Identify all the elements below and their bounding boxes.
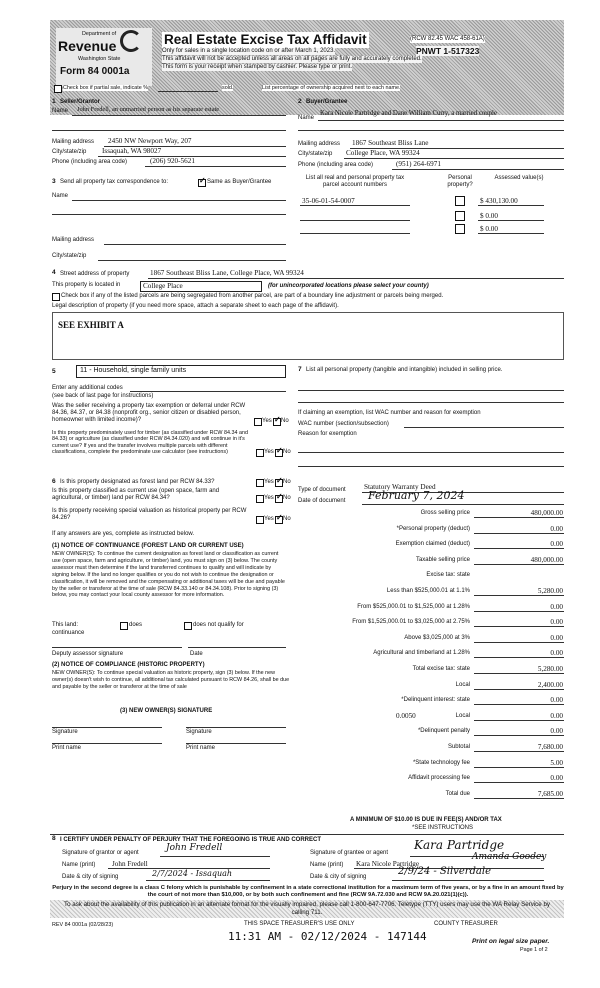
tax-row-label: Subtotal: [447, 744, 470, 750]
same-as-buyer-label: Same as Buyer/Grantee: [207, 179, 272, 185]
doc-date-label: Date of document: [298, 498, 346, 504]
grantor-sig-label: Signature of grantor or agent: [62, 850, 139, 856]
parcel-list-header: List all real and personal property tax parcel account numbers: [305, 175, 405, 188]
segregated-checkbox[interactable]: [52, 293, 60, 301]
tax-row-value: 0.00: [550, 618, 563, 627]
forest-no-label: No: [283, 479, 291, 485]
exhibit-text: SEE EXHIBIT A: [58, 320, 124, 330]
tax-row-label: Gross selling price: [420, 510, 470, 516]
page-number: Page 1 of 2: [520, 947, 548, 953]
legal-description-label: Legal description of property (if you need more space, attach a separate sheet to each page of the affidavit).: [52, 303, 339, 309]
notice1-title: (1) NOTICE OF CONTINUANCE (FOREST LAND OR CURRENT USE): [52, 543, 244, 549]
form-title: Real Estate Excise Tax Affidavit: [164, 32, 367, 47]
rev-number: REV 84 0001a (02/28/23): [52, 922, 114, 928]
county-treasurer-label: COUNTY TREASURER: [434, 921, 498, 927]
state-line: Washington State: [78, 56, 121, 62]
street-address: 1867 Southeast Bliss Lane, College Place, WA 99324: [150, 269, 304, 277]
segregated-label: Check box if any of the listed parcels are being segregated from another parcel, are part of a boundary line adjustment or parcels being merged.: [61, 293, 444, 299]
parcel-number: 35-06-01-54-0007: [302, 197, 355, 205]
section-6-number: 6: [52, 478, 56, 485]
seller-name: John Fredell, an unmarried person as his separate estate: [77, 106, 220, 113]
timber-question: Is this property predominately used for timber (as classified under RCW 84.34 and 84.33) or agriculture (as classified under RCW 84.34.020) and will continue in it's current use? If yes and the transfer involves multiple parcels with different classifications, complete the predominate use calculator (see instructions): [52, 430, 248, 456]
deputy-sig-label: Deputy assessor signature: [52, 651, 124, 657]
buyer-city-label: City/state/zip: [298, 151, 333, 157]
additional-codes-label: Enter any additional codes: [52, 385, 123, 391]
parcel-assessed-value: $ 0.00: [480, 225, 498, 233]
personal-property-header: Personal property?: [447, 175, 473, 188]
local-rate: 0.0050: [396, 712, 416, 720]
tax-row-label: *Delinquent penalty: [417, 728, 470, 735]
tax-row-label: From $1,525,000.01 to $3,025,000 at 2.75%: [352, 619, 470, 626]
tax-row-value: 0.00: [550, 540, 563, 549]
parcel-personal-checkbox[interactable]: [455, 224, 465, 234]
this-land-label: This land:: [52, 622, 79, 628]
exemption-question: Was the seller receiving a property tax exemption or deferral under RCW 84.36, 84.37, or 84.38 (nonprofit org., senior citizen or disabled person, homeowner with limited income)?: [52, 403, 246, 423]
historical-question: Is this property receiving special valuation as historical property per RCW 84.26?: [52, 508, 247, 521]
grantee-date-label: Date & city of signing: [310, 874, 367, 880]
timber-yes-checkbox[interactable]: [256, 449, 264, 457]
grantee-name-extra: Amanda Goodey: [472, 852, 547, 862]
same-as-buyer-checkbox[interactable]: [198, 179, 206, 187]
historical-no-label: No: [283, 516, 291, 522]
exemption-no-checkbox[interactable]: [273, 418, 281, 426]
notice2-text: NEW OWNER(S): To continue special valuation as historic property, sign (3) below. If the new owner(s) doesn't wish to continue, all additional tax calculated pursuant to RCW 84.26, shall be due and payable by the seller or transferor at the time of sale: [52, 670, 290, 690]
tax-row-label: From $525,000.01 to $1,525,000 at 1.28%: [357, 603, 470, 610]
current-use-yes-checkbox[interactable]: [256, 495, 264, 503]
buyer-name: Kara Nicole Partridge and Dane William Curry, a married couple: [320, 110, 497, 117]
forest-question: Is this property designated as forest land per RCW 84.33?: [60, 479, 215, 485]
corr-mailing-label: Mailing address: [52, 237, 95, 243]
buyer-phone: (951) 264-6971: [396, 160, 441, 168]
new-owner-sig-title: (3) NEW OWNER(S) SIGNATURE: [120, 708, 213, 714]
tax-row-label: Local: [455, 681, 470, 688]
perjury-text: Perjury in the second degree is a class C felony which is punishable by confinement in a state correctional institution for a maximum term of five years, or by a fine in an amount fixed by the court of not more than $10,000, or by both such confinement and fine (RCW 9A.72.030 and RCW 9A.20.021(1)(c)).: [52, 885, 564, 898]
tax-row-value: 0.00: [550, 602, 563, 611]
parcel-personal-checkbox[interactable]: [455, 196, 465, 206]
grantee-name-label: Name (print): [310, 862, 344, 868]
forest-no-checkbox[interactable]: [275, 479, 283, 487]
tax-row-value: 0.00: [550, 649, 563, 658]
historical-yes-checkbox[interactable]: [256, 516, 264, 524]
tax-row-label: *Personal property (deduct): [396, 525, 470, 532]
certify-text: I CERTIFY UNDER PENALTY OF PERJURY THAT THE FOREGOING IS TRUE AND CORRECT: [60, 837, 322, 843]
tax-row-label: Above $3,025,000 at 3%: [404, 634, 470, 641]
forest-yes-checkbox[interactable]: [256, 479, 264, 487]
tax-row-label: Taxable selling price: [415, 556, 470, 563]
land-does-not-checkbox[interactable]: [184, 622, 192, 630]
exemption-no-label: No: [281, 418, 289, 424]
forest-yes-label: Yes: [264, 479, 274, 485]
tax-row-value: 5,280.00: [537, 587, 563, 595]
notice2-title: (2) NOTICE OF COMPLIANCE (HISTORIC PROPERTY): [52, 662, 205, 668]
tax-row-value: 0.00: [550, 696, 563, 705]
pnwt-number: PNWT 1-517323: [416, 46, 480, 56]
buyer-phone-label: Phone (including area code): [298, 162, 374, 168]
deputy-date-label: Date: [190, 651, 203, 657]
seller-mailing: 2450 NW Newport Way, 207: [108, 137, 192, 145]
list-pct-label: List percentage of ownership acquired next to each name.: [262, 85, 401, 91]
seller-phone-label: Phone (including area code): [52, 159, 128, 165]
timber-no-checkbox[interactable]: [275, 449, 283, 457]
seller-city-label: City/state/zip: [52, 149, 87, 155]
tax-row-label: Agricultural and timberland at 1.28%: [373, 650, 470, 657]
treasurer-use-label: THIS SPACE TREASURER'S USE ONLY: [244, 921, 355, 927]
buyer-mailing-label: Mailing address: [298, 141, 341, 147]
grantee-sig-label: Signature of grantee or agent: [310, 850, 389, 856]
buyer-city: College Place, WA 99324: [346, 149, 420, 157]
tax-row-value: 480,000.00: [530, 555, 563, 564]
tax-row-value: 0.00: [550, 711, 563, 720]
current-use-question: Is this property classified as current use (open space, farm and agricultural, or timber) land per RCW 84.34?: [52, 488, 220, 501]
timber-yes-label: Yes: [264, 449, 274, 455]
tax-row-value: 2,400.00: [537, 680, 563, 689]
tax-row-value: 480,000.00: [530, 509, 563, 517]
tax-row-value: 5.00: [550, 758, 563, 767]
historical-no-checkbox[interactable]: [275, 516, 283, 524]
form-number: Form 84 0001a: [60, 66, 130, 77]
tax-row-label: Total due: [445, 790, 470, 797]
location-value: College Place: [143, 282, 183, 290]
located-label: This property is located in: [52, 282, 121, 288]
tax-row-label: Exemption claimed (deduct): [395, 541, 470, 548]
list-personal-label: List all personal property (tangible and intangible) included in selling price.: [306, 367, 503, 373]
grantor-name: John Fredell: [112, 860, 148, 868]
seller-phone: (206) 920-5621: [150, 157, 195, 165]
tax-row-value: 0.00: [550, 727, 563, 736]
tax-row-label: Affidavit processing fee: [408, 775, 470, 782]
buyer-heading: Buyer/Grantee: [306, 99, 348, 105]
doc-type-label: Type of document: [298, 487, 346, 493]
seller-city: Issaquah, WA 98027: [102, 147, 162, 155]
unincorporated-label: (for unincorporated locations please select your county): [268, 283, 429, 289]
partial-sale-label: Check box if partial sale, indicate %: [63, 85, 149, 91]
street-address-label: Street address of property: [60, 271, 130, 277]
doc-date-value: February 7, 2024: [368, 489, 465, 502]
section-5-number: 5: [52, 368, 56, 375]
grantee-signature: Kara Partridge: [414, 838, 505, 852]
tax-row-label: *State technology fee: [412, 759, 470, 766]
grantor-date-label: Date & city of signing: [62, 874, 119, 880]
claiming-label: If claiming an exemption, list WAC number and reason for exemption: [298, 410, 481, 416]
dept-name: Revenue: [58, 38, 117, 54]
tax-row-value: 0.00: [550, 633, 563, 642]
seller-name-label: Name: [52, 108, 69, 114]
tax-row-value: 0.00: [550, 774, 563, 783]
section-8-number: 8: [52, 835, 56, 842]
send-correspondence-label: Send all property tax correspondence to:: [60, 179, 169, 185]
new-owner-print-label-2: Print name: [186, 745, 216, 751]
new-owner-sig-label-2: Signature: [186, 729, 212, 735]
new-owner-sig-label-1: Signature: [52, 729, 78, 735]
land-does-not-label: does not qualify for: [193, 622, 244, 628]
reason-label: Reason for exemption: [298, 431, 357, 437]
exemption-yes-checkbox[interactable]: [254, 418, 262, 426]
section-2-number: 2: [298, 98, 302, 105]
tax-row-label: *Delinquent interest: state: [401, 697, 470, 704]
availability-text: To ask about the availability of this publication in an alternate format for the visually impaired, please call 1-800-647-7706. Teletype (TTY) users may use the WA Relay Service by calling 711.: [64, 901, 550, 916]
see-back-label: (see back of last page for instructions): [52, 393, 154, 399]
corr-city-label: City/state/zip: [52, 253, 87, 259]
tax-row-label: Local: [455, 712, 470, 719]
grantor-signature: John Fredell: [166, 843, 223, 853]
parcel-assessed-value: $ 0.00: [480, 212, 498, 220]
use-code-value: 11 - Household, single family units: [80, 367, 187, 374]
parcel-assessed-value: $ 430,130.00: [480, 197, 518, 205]
notice1-text: NEW OWNER(S): To continue the current designation as forest land or classification as current use (open space, farm and agriculture, or timber) land, you must sign on (3) below. The county assessor must then determine if the land transferred continues to qualify and will indicate by signing below. If the land no longer qualifies or you do not wish to continue the designation or classification, it will be removed and the compensating or additional taxes will be due and payable by the seller or transferor at the time of sale (RCW 84.33.140 or 84.34.108). Prior to signing (3) below, you may contact your local county assessor for more information.: [52, 551, 285, 599]
corr-name-label: Name: [52, 193, 69, 199]
section-4-number: 4: [52, 269, 56, 276]
current-use-no-label: No: [283, 495, 291, 501]
grantee-date-city: 2/9/24 - Silverdale: [398, 866, 491, 877]
parcel-personal-checkbox[interactable]: [455, 211, 465, 221]
land-does-label: does: [129, 622, 143, 628]
continuance-label: continuance: [52, 630, 85, 636]
wac-label: WAC number (section/subsection): [298, 421, 389, 427]
tax-row-value: 0.00: [550, 524, 563, 533]
new-owner-print-label-1: Print name: [52, 745, 82, 751]
legal-description-box[interactable]: [52, 312, 564, 360]
tax-row-value: 7,685.00: [537, 789, 563, 798]
buyer-mailing: 1867 Southeast Bliss Lane: [352, 139, 429, 147]
not-accepted-text: This affidavit will not be accepted unless all areas on all pages are fully and accurately completed.: [162, 56, 422, 62]
section-1-number: 1: [52, 98, 56, 105]
sold-label: sold.: [222, 85, 234, 91]
see-instructions-note: *SEE INSTRUCTIONS: [412, 825, 474, 831]
historical-yes-label: Yes: [264, 516, 274, 522]
grantor-date-city: 2/7/2024 - Issaquah: [152, 869, 233, 878]
tax-row-value: 5,280.00: [537, 665, 563, 673]
receipt-text: This form is your receipt when stamped by cashier. Please type or print.: [162, 64, 353, 70]
exemption-yes-label: Yes: [262, 418, 272, 424]
land-does-checkbox[interactable]: [120, 622, 128, 630]
doc-type-value: Statutory Warranty Deed: [364, 483, 436, 491]
tax-row-value: 7,680.00: [537, 743, 563, 751]
dept-line: Department of: [82, 31, 117, 37]
grantor-name-label: Name (print): [62, 862, 96, 868]
print-legal-note: Print on legal size paper.: [472, 938, 550, 945]
section-7-number: 7: [298, 366, 302, 373]
seller-heading: Seller/Grantor: [60, 99, 101, 105]
current-use-yes-label: Yes: [264, 495, 274, 501]
grantee-name: Kara Nicole Partridge: [356, 860, 420, 868]
current-use-no-checkbox[interactable]: [275, 495, 283, 503]
form-rcw: (RCW 82.45 WAC 458-61A): [410, 36, 485, 42]
section-3-number: 3: [52, 178, 56, 185]
if-yes-label: If any answers are yes, complete as instructed below.: [52, 531, 195, 537]
timber-no-label: No: [283, 449, 291, 455]
minimum-note: A MINIMUM OF $10.00 IS DUE IN FEE(S) AND/OR TAX: [350, 817, 502, 823]
tax-row-label: Total excise tax: state: [412, 666, 470, 672]
tax-row-label: Less than $525,000.01 at 1.1%: [386, 588, 470, 594]
partial-sale-checkbox[interactable]: [54, 85, 62, 93]
assessed-value-header: Assessed value(s): [494, 175, 544, 181]
tax-row-label: Excise tax: state: [426, 572, 470, 579]
seller-mailing-label: Mailing address: [52, 139, 95, 145]
recording-stamp: 11:31 AM - 02/12/2024 - 147144: [228, 930, 427, 943]
buyer-name-label: Name: [298, 115, 315, 121]
only-for-text: Only for sales in a single location code on or after March 1, 2023.: [162, 48, 336, 54]
revenue-swirl-icon: [120, 30, 142, 52]
